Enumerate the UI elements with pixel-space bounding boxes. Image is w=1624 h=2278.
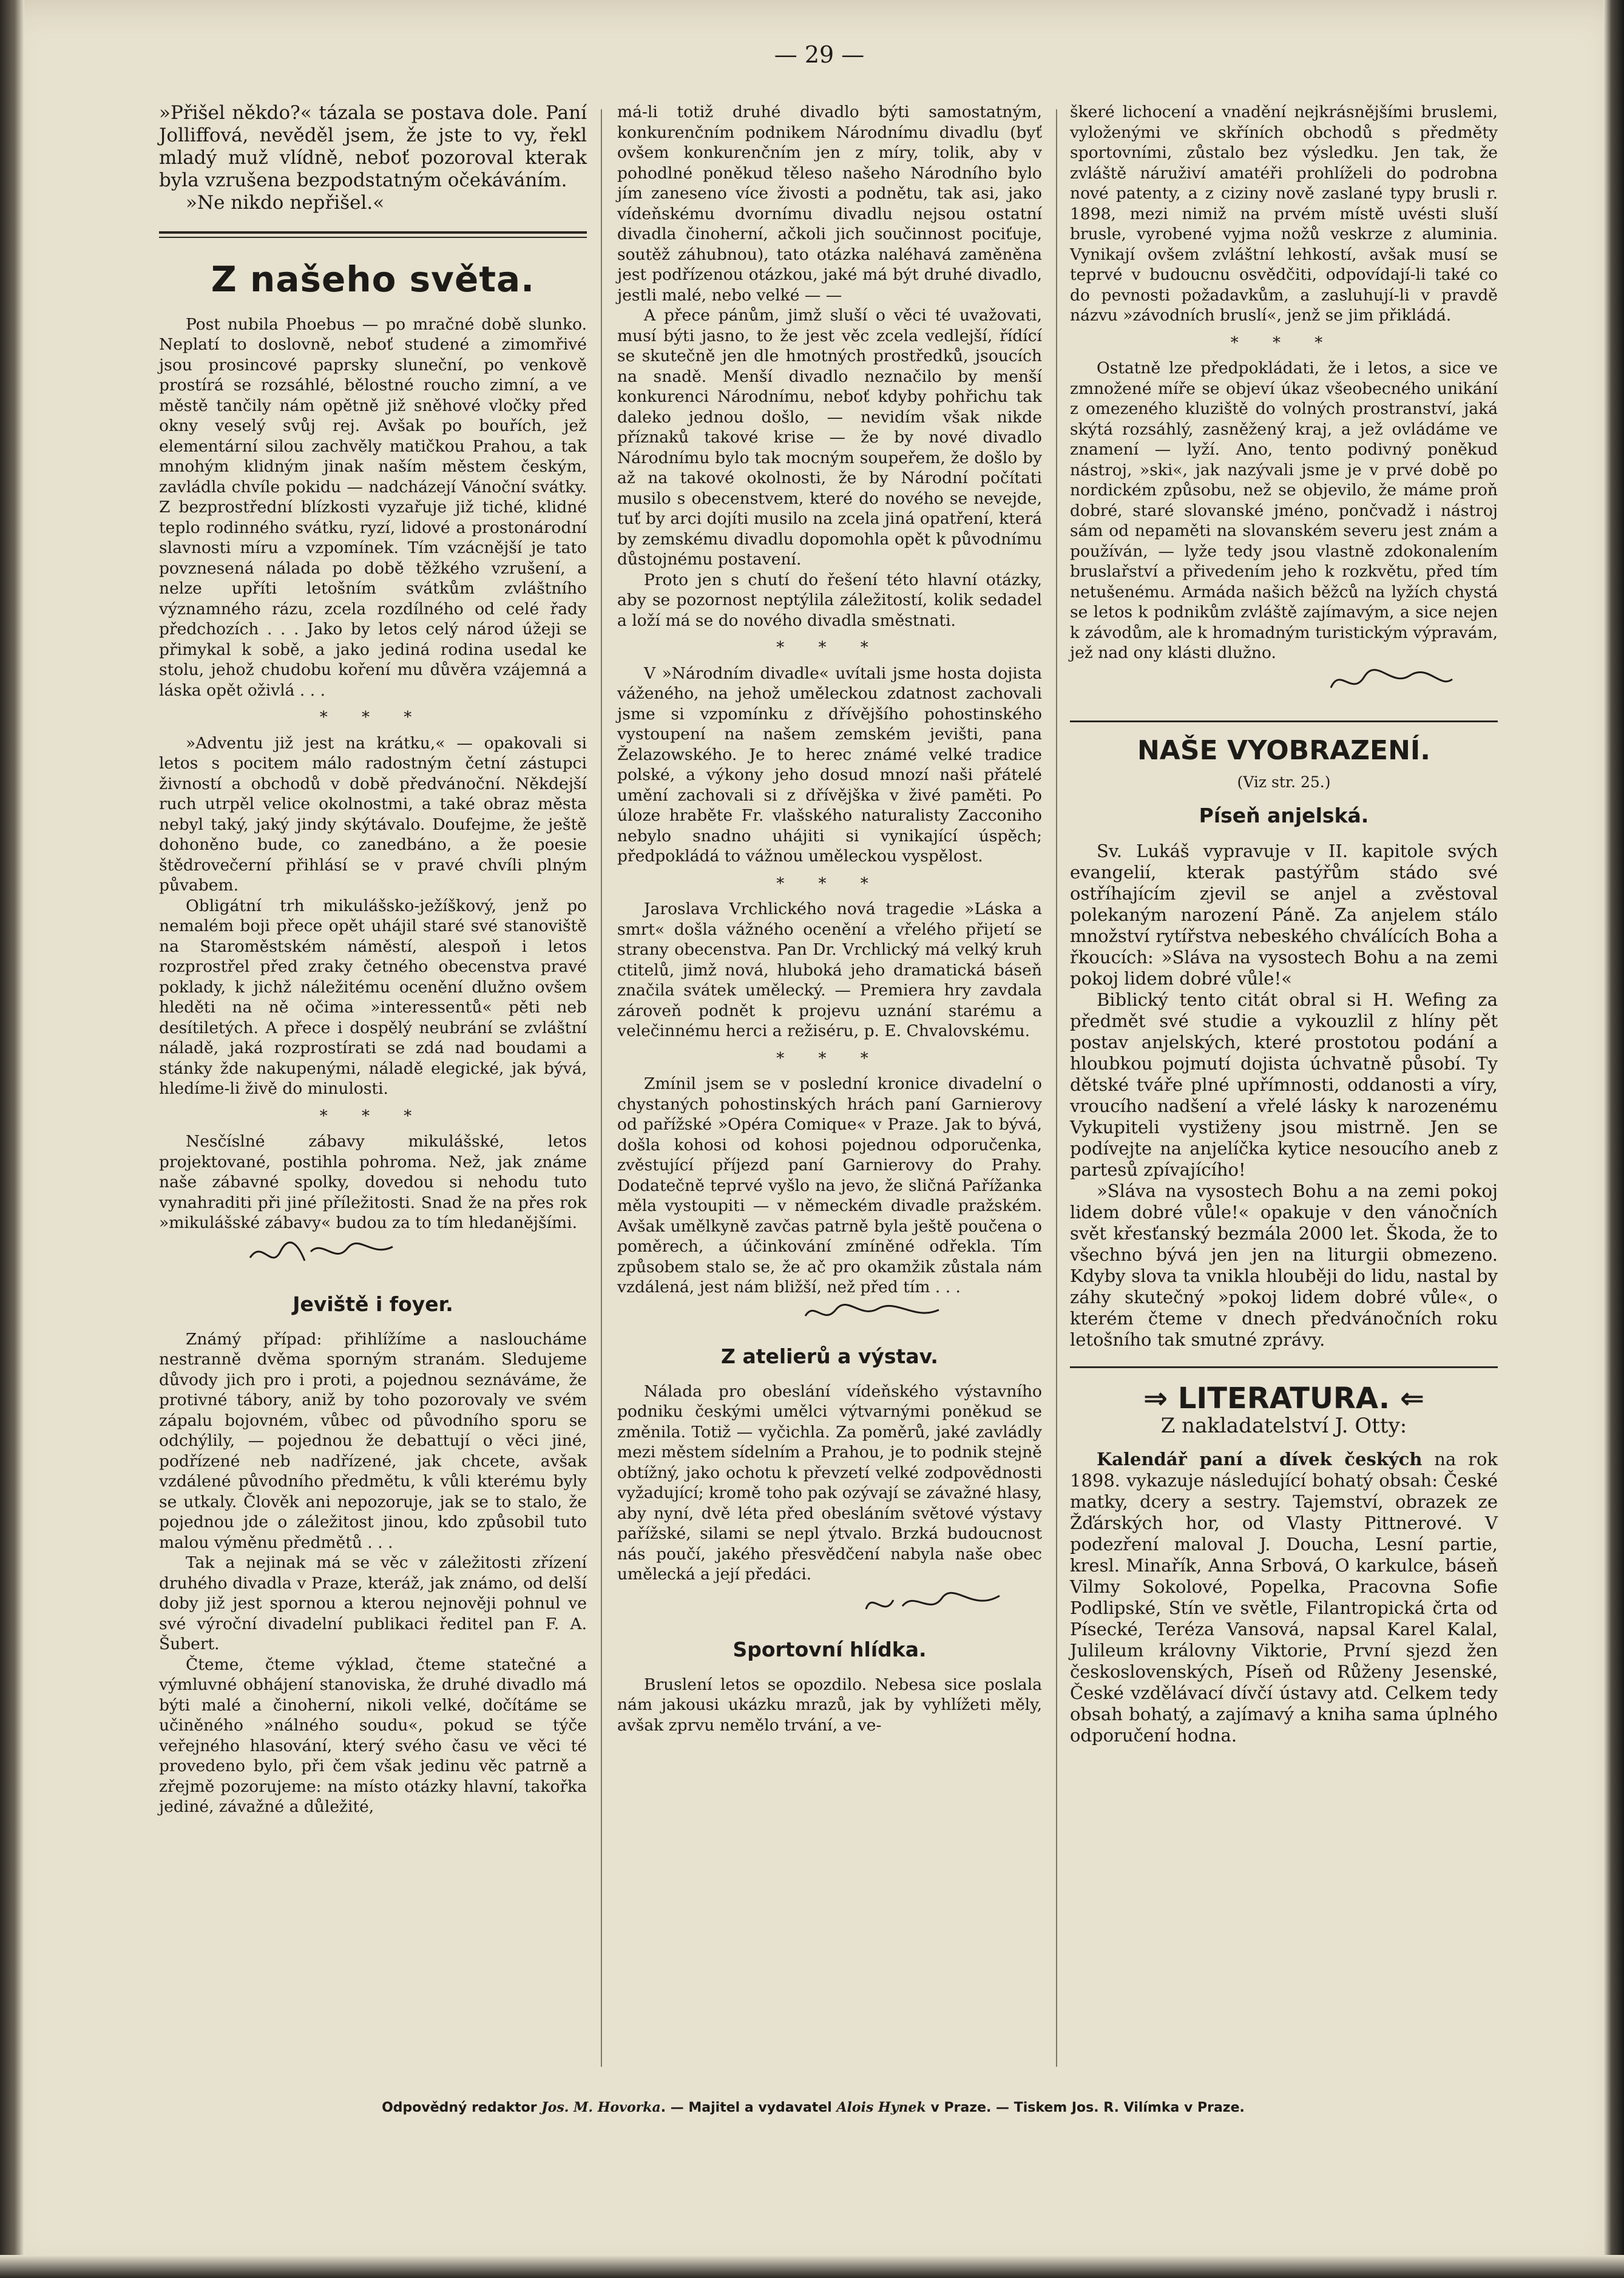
asterism: * * * [1230,333,1338,352]
paragraph: Proto jen s chutí do řešení této hlavní otázky, aby se pozornost neptýlila záležitostí, kolik sedadel a loží má se do nového divadla směstnati. [617,570,1042,630]
paragraph: Ostatně lze předpokládati, že i letos, a sice ve zmnožené míře se objeví úkaz všeobecného unikání z omezeného kluziště do volných prostranství, jaká skýtá rozsáhlý, zasněžený kraj, a jež ovládáme ve znamení — lyží. Ano, tento podivný poněkud nástroj, »ski«, jak nazývali jsme je v prvé době po nordickém způsobu, než se objevilo, že máme proň dobré, staré slovanské jméno, pončvadž i nástroj sám od nepaměti na slovanském severu jest znám a používán, — lyže tedy jsou vlastně zdokonalením bruslařství a přivedením jeho k rozkvětu, před tím netušenému. Armáda našich běžců na lyžích chystá se letos k podnikům zvláště zajímavým, a sice nejen k závodům, ale k hromadným turistickým výpravám, jež nad ony klásti dlužno. [1070,359,1498,662]
signature-row [159,1233,587,1281]
arrow-right-icon: ⇐ [1399,1381,1425,1415]
asterism: * * * [776,639,883,657]
literature-heading: LITERATURA. [1177,1381,1390,1415]
section-heading: Z atelierů a výstav. [721,1344,938,1368]
imprint-footer [182,2100,1444,2115]
section-rule [159,231,587,238]
publisher-heading: Z nakladatelství J. Otty: [1160,1414,1407,1438]
paragraph: Bruslení letos se opozdilo. Nebesa sice poslala nám jakousi ukázku mrazů, jak by vyhlížeti měly, avšak zprvu nemělo trvání, a ve- [617,1675,1042,1735]
article-title: Píseň anjelská. [1199,804,1369,827]
story-ending: »Přišel někdo?« tázala se postava dole. Paní Jolliffová, nevěděl jsem, že jste to vy, řekl mladý muž vlídně, neboť pozoroval kterak byla vzrušena bezpodstatným očekáváním. [159,102,587,191]
column-1 [159,102,587,1817]
paragraph: Post nubila Phoebus — po mračné době slunko. Neplatí to doslovně, neboť studené a zimomřivé jsou prosincové paprsky sluneční, po venkově prostírá se rozsáhlé, bělostné roucho zimní, a ve městě tančily nám opětně již sněhové vločky před okny veselý svůj rej. Avšak po bouřích, jež elementární silou zachvěly matičkou Prahou, a tak mnohým klidným jinak naším městem českým, zavládla chvíle pokidu — nadcházejí Vánoční svátky. Z bezprostřední blízkosti vyzařuje již tiché, klidné teplo rodinného svátku, ryzí, lidové a prostonárodní slavnosti míru a vzpomínek. Tím vzácnější je tato povznesená nálada po době těžkého vzrušení, a nelze upříti letošním svátkům zvláštního významného rázu, zcela rozdílného od celé řady předchozích . . . Jako by letos celý národ úžeji se přimykal k sobě, a jako jediná rodina usedal ke stolu, jehož chudobu koření mu důvěra vzájemná a láska opět oživlá . . . [159,314,587,700]
paragraph: škeré lichocení a vnadění nejkrásnějšími bruslemi, vyloženými ve skříních obchodů s předměty sportovními, zůstalo bez výsledku. Jen tak, že zvláště náruživí amatéři prohlíželi do podrobna nové patenty, a z ciziny nově zaslané typy brusli r. 1898, mezi nimiž na prvém místě uvésti sluší brusle, vyrobené vyjma nožů veskrze z aluminia. Vynikají ovšem zvláštní lehkostí, avšak musí se teprvé v budoucnu osvědčiti, odpovídají-li také co do pevnosti požadavkům, a zasluhují-li v pravdě názvu »závodních bruslí«, jenž se jim přikládá. [1070,103,1498,325]
page-bottom-edge [0,2255,1624,2278]
footer-label: v Praze. — Tiskem Jos. R. Vilímka v Praze. [930,2100,1245,2115]
page-number: — 29 — [774,41,865,68]
paragraph: Sv. Lukáš vypravuje v II. kapitole svých evangelií, kterak pastýřům stádo své ostříhajícím zjevil se anjel a zvěstoval polekaným narození Páně. Za anjelem stálo množství rytířstva nebeského chválících Boha a řkoucích: »Sláva na vysostech Bohu a na zemi pokoj lidem dobré vůle!« [1070,840,1498,989]
arrow-left-icon: ⇒ [1143,1381,1168,1415]
paragraph: Obligátní trh mikulášsko-ježíškový, jenž po nemalém boji přece opět uhájil staré své stanoviště na Staroměstském náměstí, alespoň i letos rozprostřel před zraky četného obecenstva pravé poklady, k jichž náležitému ocenění dlužno ovšem hleděti na ně očima »interessentů« pěti neb desítiletých. A přece i dospělý neubrání se zvláštní náladě, jaká rozprostírati se zdá nad boudami a stánky žde nakupenými, náladě elegické, jak bývá, hledíme-li živě do minulosti. [159,896,587,1098]
page-left-edge [0,0,24,2278]
publisher-name: Alois Hynek [836,2100,926,2115]
page-right-edge [1603,0,1624,2278]
paragraph: Čteme, čteme výklad, čteme statečné a výmluvné obhájení stanoviska, že druhé divadlo má býti malé a činoherní, nikoli velké, dočítáme se učiněného »nálného soudu«, pokud se týče veřejného hlasování, který svého času ve věci té provedeno bylo, při čem však jedinu věc patrně a zřejmě pozorujeme: na místo otázky hlavní, takořka jediné, závažné a důležité, [159,1655,587,1816]
signature-row [617,1585,1042,1627]
signature-image [244,1233,402,1276]
asterism: * * * [319,1107,427,1125]
section-heading [1070,1381,1498,1415]
paragraph: Nesčíslné zábavy mikulášské, letos projektované, postihla pohroma. Než, jak známe naše zábavné spolky, dovedou si nehodu tuto vynahraditi při jiné příležitosti. Snad že na přes rok »mikulášské zábavy« budou za to tím hledanějšími. [159,1132,587,1232]
section-heading: Z našeho světa. [211,259,535,300]
page-reference: (Viz str. 25.) [1237,773,1331,791]
column-2 [617,102,1042,1735]
footer-label: Odpovědný redaktor [382,2100,537,2115]
paragraph: má-li totiž druhé divadlo býti samostatným, konkurenčním podnikem Národnímu divadlu (byť ovšem konkurenčním jen z míry, tolik, aby v pohodlné poněkud těleso našeho Národního bylo jím zaneseno více živosti a podnětu, tak asi, jako vídeňskému dvornímu divadlu nejsou ostatní divadla činoherní, ačkoli jich součinnost pociťuje, soutěž záhubnou), tato otázka naléhavá zaměněna jest podřízenou otázkou, jaké má být druhé divadlo, jestli malé, nebo velké — — [617,103,1042,305]
asterism: * * * [776,874,883,893]
section-heading: Jeviště i foyer. [293,1292,453,1316]
article-body [1070,841,1498,1351]
paragraph: Známý případ: přihlížíme a nasloucháme nestranně dvěma sporným stranám. Sledujeme důvody jich pro i proti, a pojednou seznáváme, že protivné tábory, aniž by toho pozorovaly ve svém zápalu bojovném, vůbec od původního sporu se odchýlily, — pojednou že debattují o věci jiné, podřízené neb nadřízené, jak chcete, avšak vzdálené původního předmětu, k vůli kterému byly se utkaly. Člověk ani nepozoruje, jak se to stalo, že pojednou jde o záležitost jinou, kdo způsobil tuto malou výměnu předmětů . . . [159,1329,587,1552]
asterism: * * * [776,1049,883,1068]
section-rule [1070,720,1498,722]
paragraph: »Sláva na vysostech Bohu a na zemi pokoj lidem dobré vůle!« opakuje v den vánočních svět křesťanský bezmála 2000 let. Škoda, že to všechno bývá jen jen na liturgii obmezeno. Kdyby slova ta vnikla hlouběji do lidu, nastal by záhy skutečný »pokoj lidem dobré vůle«, o kterém čteme v dnech předvánočních roku letošního tak smutné zprávy. [1070,1180,1498,1350]
story-ending-dialogue: »Ne nikdo nepřišel.« [186,192,385,214]
column-3 [1070,102,1498,1746]
signature-image [1325,663,1458,700]
paragraph: Biblický tento citát obral si H. Wefing za předmět své studie a vykouzlil z hlíny pět postav anjelských, které prostotou podání a hloubkou pojmutí dojista úchvatně působí. Ty dětské tváře plné upřímnosti, oddanosti a víry, vroucího nadšení a vřelé lásky k narozenému Vykupiteli vystiženy jsou mistrně. Jen se podívejte na anjelíčka kytice nesoucího aneb z partesů zpívajícího! [1070,989,1498,1180]
signature-row [1070,663,1498,705]
paragraph: A přece pánům, jimž sluší o věci té uvažovati, musí býti jasno, to že jest věc zcela vedlejší, řídící se skutečně jen dle hmotných prostředků, jsoucích na snadě. Menší divadlo neznačilo by menší konkurenci Národnímu, neboť kdyby pohřichu tak daleko jednou došlo, — nevidím však nikde příznaků takové krise — že by nové divadlo Národnímu bylo tak mocným soupeřem, že došlo by až na takové okolnosti, že by Národní počítati musilo s obecenstvem, které do nového se nevejde, tuť by arci dojíti musilo na zcela jiná opatření, která by zemskému divadlu dopomohla opět k původnímu důstojnému postavení. [617,306,1042,569]
book-description: na rok 1898. vykazuje následující bohatý obsah: České matky, dcery a sestry. Tajemství, obrazek ze Žďárských hor, od Vlasty Pittnerové. V podezření maloval J. Doucha, Lesní partie, kresl. Minařík, Anna Srbová, O karkulce, báseň Vilmy Sokolové, Popelka, Pracovna Sofie Podlipské, Stín ve světle, Filantropická črta od Písecké, Teréza Vansová, napsal Karel Kalal, Julileum královny Viktorie, První sjezd žen československých, Píseň od Růženy Jesenské, České vzdělávací dívčí ústavy atd. Celkem tedy obsah bohatý, a zajímavý a kniha sama úplného odporučení hodna. [1070,1448,1498,1746]
column-divider [1056,109,1057,2067]
column-divider [601,109,602,2067]
paragraph: Jaroslava Vrchlického nová tragedie »Láska a smrt« došla vážného ocenění a vřelého přijetí se strany obecenstva. Pan Dr. Vrchlický má velký kruh ctitelů, jimž nová, hluboká jeho dramatická báseň značila svátek umělecký. — Premiera hry zavdala zároveň podnět k projevu uznání starému a velečinnému herci a režiséru, p. E. Chvalovskému. [617,900,1042,1040]
book-title: Kalendář paní a dívek českých [1097,1448,1423,1470]
signature-image [860,1585,1006,1621]
section-heading: Sportovní hlídka. [732,1638,927,1661]
footer-label: . — Majitel a vydavatel [660,2100,832,2115]
paragraph: Nálada pro obeslání vídeňského výstavního podniku českými umělci výtvarnými poněkud se změnila. Totiž — vyčichla. Za poměrů, jaké zavládly mezi městem sídelním a Prahou, je to podnik stejně obtížný, jako ochotu k převzetí velké zodpovědnosti vyžadující; kromě toho pak ozývají se závažné hlasy, aby nyní, dvě léta před obesláním světové výstavy pařížské, silami se nepl ýtvalo. Brzká budoucnost nás poučí, jakého přesvědčení nabyla naše obec umělecká a její předáci. [617,1381,1042,1584]
editor-name: Jos. M. Hovorka [541,2100,661,2115]
signature-image [799,1298,945,1328]
paragraph: V »Národním divadle« uvítali jsme hosta dojista váženého, na jehož uměleckou zdatnost zachovali jsme si vzpomínku z dřívějšího pohostinského vystoupení na našem zemském jevišti, pana Želazowského. Je to herec známé velké tradice polské, a výkony jeho dosud mnozí naši přátelé umění zachovali si z dřívějška v živé paměti. Po úloze hraběte Fr. vlašského naturalisty Zacconiho nebylo snadno uhájiti si vynikající úspěch; předpokládá to vážnou uměleckou vyspělost. [617,663,1042,866]
paragraph: Tak a nejinak má se věc v záležitosti zřízení druhého divadla v Praze, kteráž, jak známo, od delší doby již jest spornou a kterou nejnověji pohnul ve své výroční divadelní publikaci ředitel pan F. A. Šubert. [159,1553,587,1653]
section-heading: NAŠE VYOBRAZENÍ. [1137,735,1431,766]
asterism: * * * [319,708,427,727]
paragraph: Zmínil jsem se v poslední kronice divadelní o chystaných pohostinských hrách paní Garnierovy od pařížské »Opéra Comique« v Praze. Jak to bývá, došla kohosi od kohosi pojednou odporučenka, zvěstující příjezd paní Garnierovy do Prahy. Dodatečně teprvé vyšlo na jevo, že sličná Pařížanka měla vystoupiti — v německém divadle pražském. Avšak umělkyně zavčas patrně byla ještě poučena o poměrech, a účinkování zmíněné odřekla. Tím způsobem stalo se, že ač pro okamžik zůstala nám vzdálená, jest nám bližší, než před tím . . . [617,1074,1042,1297]
paragraph: »Adventu již jest na krátku,« — opakovali si letos s pocitem málo radostným četní zástupci živností a obchodů v době předvánoční. Někdejší ruch utrpěl velice okolnostmi, a také obraz města nebyl taký, jaký jindy skýtávalo. Doufejme, že ještě dohoněno bude, co zanedbáno, a že poesie štědrovečerní přihlásí se v pravé chvíli plným půvabem. [159,733,587,895]
literature-entry [1070,1449,1498,1746]
signature-row [617,1298,1042,1334]
section-rule [1070,1366,1498,1368]
